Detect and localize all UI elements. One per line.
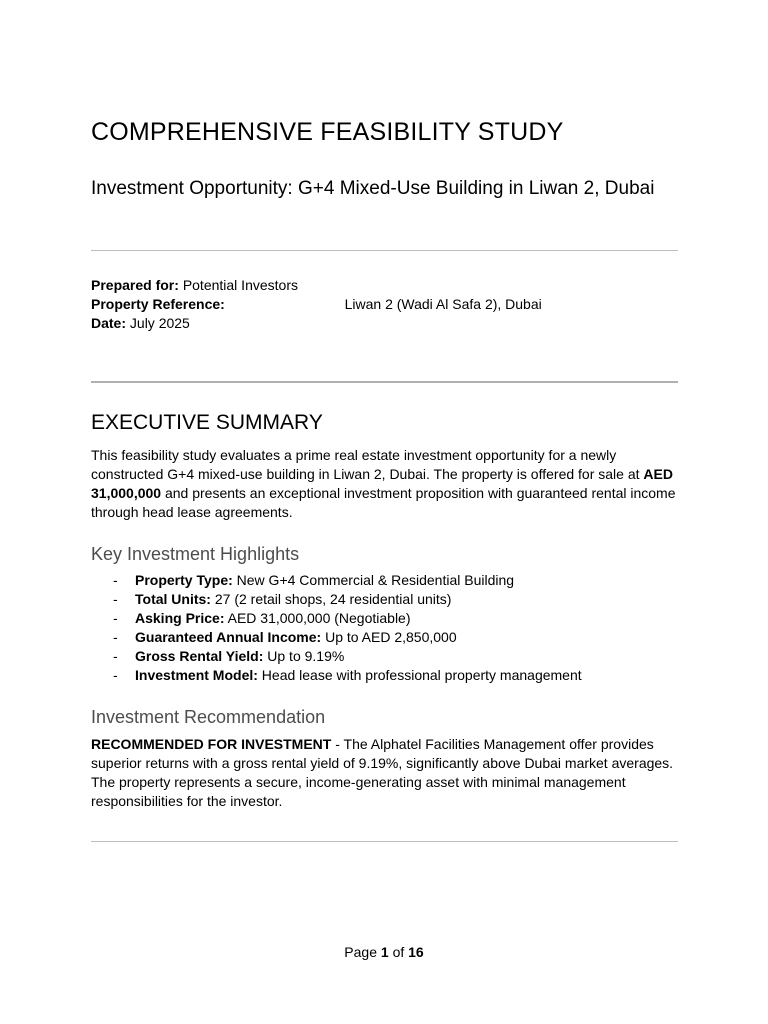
asking-price-bold: AED 31,000,000 (91, 466, 673, 501)
recommendation-bold: RECOMMENDED FOR INVESTMENT (91, 736, 332, 752)
divider (91, 250, 678, 251)
prepared-for-value: Potential Investors (182, 277, 298, 293)
list-item: - Gross Rental Yield: Up to 9.19% (113, 648, 345, 664)
intro-text-continued: and presents an exceptional investment proposition with guaranteed rental income through head lease agreements. (91, 485, 676, 520)
property-reference-label: Property Reference: (91, 296, 225, 312)
meta-prepared-for (91, 276, 298, 295)
meta-property-reference (91, 295, 542, 314)
list-item: - Investment Model: Head lease with professional property management (113, 667, 582, 683)
divider (91, 381, 678, 383)
highlights-list (91, 571, 681, 685)
recommendation-paragraph (91, 735, 681, 811)
property-reference-value: Liwan 2 (Wadi Al Safa 2), Dubai (344, 296, 542, 312)
document-title: COMPREHENSIVE FEASIBILITY STUDY (91, 118, 564, 146)
highlights-heading: Key Investment Highlights (91, 544, 300, 564)
intro-text: This feasibility study evaluates a prime real estate investment opportunity for a newly constructed G+4 mixed-use building in Liwan 2, Dubai. The property is offered for sale at (91, 447, 644, 482)
date-value: July 2025 (129, 315, 190, 331)
redacted-line (91, 337, 291, 345)
recommendation-text: - The Alphatel Facilities Management offer provides superior returns with a gross rental yield of 9.19%, significantly above Dubai market averages. The property represents a secure, income-generating asset with minimal management responsibilities for the investor. (91, 736, 674, 809)
page-number: 1 (380, 944, 389, 960)
list-item: - Guaranteed Annual Income: Up to AED 2,850,000 (113, 629, 457, 645)
divider (91, 841, 678, 842)
list-item: - Total Units: 27 (2 retail shops, 24 residential units) (113, 591, 452, 607)
page-word: Page (344, 944, 377, 960)
meta-date (91, 314, 190, 333)
of-word: of (392, 944, 405, 960)
recommendation-heading: Investment Recommendation (91, 707, 326, 727)
list-item: - Asking Price: AED 31,000,000 (Negotiable) (113, 610, 411, 626)
date-label: Date: (91, 315, 127, 331)
prepared-for-label: Prepared for: (91, 277, 179, 293)
executive-summary-heading: EXECUTIVE SUMMARY (91, 411, 323, 434)
executive-summary-paragraph (91, 446, 681, 522)
total-pages: 16 (408, 944, 424, 960)
list-item: - Property Type: New G+4 Commercial & Residential Building (113, 572, 515, 588)
document-subtitle: Investment Opportunity: G+4 Mixed-Use Building in Liwan 2, Dubai (91, 178, 655, 199)
page-footer (0, 944, 768, 960)
